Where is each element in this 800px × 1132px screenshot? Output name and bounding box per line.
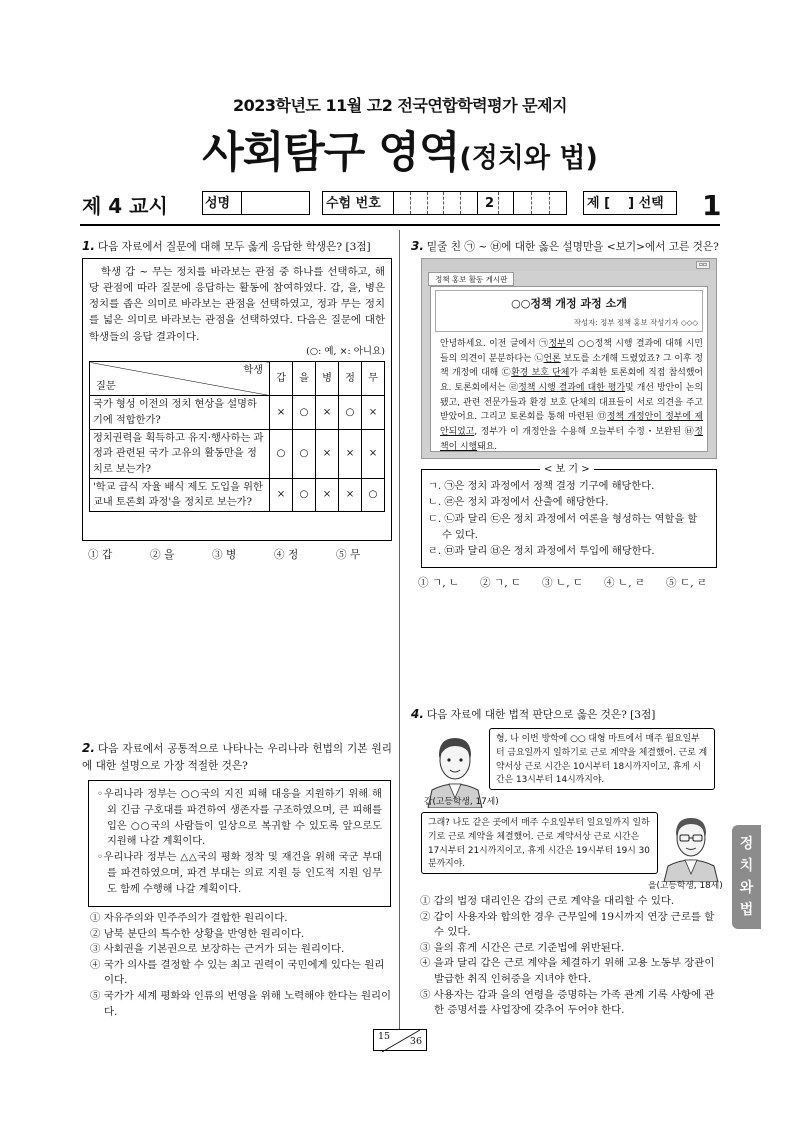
page-number: 1 bbox=[702, 189, 722, 222]
q1-student-0: 갑 bbox=[270, 362, 293, 396]
q2-data-box bbox=[88, 780, 391, 907]
q2-option-3[interactable]: ③ 사회권을 기본권으로 보장하는 근거가 되는 원리이다. bbox=[90, 943, 345, 956]
q2-bullet-1: ◦우리나라 정부는 ○○국의 지진 피해 대응을 지원하기 위해 해외 긴급 구호대를 파견하여 생존자를 구조하였으며, 큰 피해를 입은 ○○국의 사람들이 일상으로 복귀할 수 있도록 앞으로도 지원해 나갈 계획이다. bbox=[97, 789, 382, 848]
q4-option-1[interactable]: ① 갑의 법정 대리인은 갑의 근로 계약을 대리할 수 있다. bbox=[420, 895, 675, 907]
q3-options bbox=[418, 575, 707, 591]
post-text: 돼요. bbox=[477, 441, 498, 452]
column-divider bbox=[399, 230, 400, 1030]
q3-number: 3. bbox=[411, 239, 424, 253]
q4-option-4[interactable]: ④ 을과 달리 갑은 근로 계약을 체결하기 위해 고용 노동부 장관이 발급한 취직 인허증을 지녀야 한다. bbox=[420, 957, 715, 986]
q4-option-2[interactable]: ② 갑이 사용자와 합의한 경우 근무일에 19시까지 연장 근로를 할 수 있다. bbox=[420, 910, 715, 939]
q1-number: 1. bbox=[82, 239, 95, 253]
q2-option-5[interactable]: ⑤ 국가가 세계 평화와 인류의 번영을 위해 노력해야 한다는 원리이다. bbox=[90, 990, 392, 1018]
q2-options bbox=[90, 911, 392, 1020]
name-label: 성명 bbox=[205, 196, 231, 211]
page-count bbox=[373, 1029, 427, 1051]
post-text: 보도를 소개해 드렸었죠? 그 이후 정책 개정에 대해 ㉢ bbox=[440, 353, 703, 379]
table-row bbox=[90, 396, 385, 430]
q1-answer: × bbox=[339, 429, 362, 478]
q1-legend: (○: 예, ×: 아니요) bbox=[306, 345, 385, 357]
q3-option-4[interactable]: ④ ㄴ, ㄹ bbox=[604, 577, 646, 589]
q3-prompt bbox=[411, 237, 721, 256]
q1-table-corner bbox=[90, 362, 270, 396]
choice-field[interactable] bbox=[583, 191, 677, 215]
q3-post-body bbox=[440, 337, 703, 455]
post-underline: 정책 시행 결과에 대한 평가 bbox=[518, 383, 626, 394]
subject-side-tab-label: 정치와 법 bbox=[739, 836, 754, 918]
q3-post-panel bbox=[430, 286, 708, 452]
q3-bogi-item: ㄱ. ㉠은 정치 과정에서 정책 결정 기구에 해당한다. bbox=[428, 481, 655, 492]
q1-prompt bbox=[82, 237, 392, 256]
q2-bullet-2: ◦우리나라 정부는 △△국의 평화 정착 및 재건을 위해 국군 부대를 파견하였으며, 파견 부대는 의료 지원 등 인도적 지원 임무도 함께 수행해 나갈 계획이다. bbox=[97, 852, 382, 895]
q1-answer: × bbox=[270, 478, 293, 512]
subject-side-tab bbox=[732, 825, 761, 929]
q2-prompt bbox=[82, 739, 392, 774]
q1-table bbox=[89, 361, 385, 512]
q1-option-1[interactable]: ① 갑 bbox=[88, 549, 113, 561]
q1-row-2-question: '학교 급식 자율 배식 제도 도입을 위한 교내 토론회 과정'을 정치로 보는가? bbox=[90, 478, 270, 512]
subject-title bbox=[0, 120, 800, 187]
q3-bogi-title: < 보 기 > bbox=[540, 462, 594, 478]
q1-answer: × bbox=[316, 429, 339, 478]
q4-prompt bbox=[411, 705, 721, 724]
q4-option-5[interactable]: ⑤ 사용자는 갑과 을의 연령을 증명하는 가족 관계 기록 사항에 관한 증명서를 사업장에 갖추어 두어야 한다. bbox=[420, 988, 715, 1017]
q1-answer: ○ bbox=[293, 396, 316, 430]
q3-post-title: ○○정책 개정 과정 소개 bbox=[511, 297, 627, 310]
q1-answer: × bbox=[339, 478, 362, 512]
page-current: 15 bbox=[378, 1031, 391, 1042]
q1-prompt-text: 다음 자료에서 질문에 대해 모두 옳게 응답한 학생은? [3점] bbox=[97, 241, 371, 253]
q3-post-writer: 작성자: 정부 정책 홍보 작성기자 ◇◇◇ bbox=[573, 318, 698, 327]
q4-number: 4. bbox=[411, 707, 424, 721]
post-underline: 환경 보호 단체 bbox=[511, 368, 570, 379]
q3-option-2[interactable]: ② ㄱ, ㄷ bbox=[480, 577, 522, 589]
post-underline: 정책이 시행 bbox=[440, 427, 703, 452]
q1-answer: × bbox=[316, 396, 339, 430]
q3-bogi-item: ㄹ. ㉤과 달리 ㉥은 정치 과정에서 투입에 해당한다. bbox=[428, 546, 655, 558]
post-text: 의 ○○정책 시행 결과에 대해 시민들의 의견이 분분하다는 ㉡ bbox=[440, 339, 703, 364]
q2-prompt-text: 다음 자료에서 공통적으로 나타나는 우리나라 헌법의 기본 원리에 대한 설명으로 가장 적절한 것은? bbox=[82, 743, 392, 772]
q4-prompt-text: 다음 자료에 대한 법적 판단으로 옳은 것은? [3점] bbox=[426, 709, 656, 721]
q1-answer: ○ bbox=[362, 478, 385, 512]
q2-option-1[interactable]: ① 자유주의와 민주주의가 결합한 원리이다. bbox=[90, 912, 288, 924]
q1-options bbox=[88, 547, 360, 563]
q1-answer: × bbox=[316, 478, 339, 512]
q1-option-5[interactable]: ⑤ 무 bbox=[336, 549, 361, 561]
q3-option-5[interactable]: ⑤ ㄷ, ㄹ bbox=[666, 577, 708, 589]
q2-option-4[interactable]: ④ 국가 의사를 결정할 수 있는 최고 권력이 국민에게 있다는 원리이다. bbox=[90, 958, 385, 987]
choice-label: 제 [ ] 선택 bbox=[587, 196, 664, 211]
q3-board-window bbox=[421, 258, 717, 459]
q1-passage: 학생 갑 ~ 무는 정치를 바라보는 관점 중 하나를 선택하고, 해당 관점에 따라 질문에 응답하는 활동에 참여하였다. 갑, 을, 병은 정치를 좁은 의미로 바라보는 관점을 선택하였고, 정과 무는 정치를 넓은 의미로 바라보는 관점을 선택하였다. 다음은 질문에 대한 학생들의 응답 결과이다. bbox=[89, 266, 385, 343]
page-total: 36 bbox=[409, 1036, 422, 1048]
q1-answer: × bbox=[362, 429, 385, 478]
q1-answer: ○ bbox=[270, 429, 293, 478]
q4-options bbox=[420, 894, 720, 1019]
q3-option-3[interactable]: ③ ㄴ, ㄷ bbox=[542, 577, 584, 589]
q1-header-question: 질문 bbox=[96, 380, 116, 392]
q1-option-3[interactable]: ③ 병 bbox=[212, 549, 237, 561]
q1-row-1-question: 정치권력을 획득하고 유지·행사하는 과정과 관련된 국가 고유의 활동만을 정치로 보는가? bbox=[90, 429, 270, 478]
post-text: , 정부가 이 개정안을 수용해 오늘부터 수정・보완된 ㉥ bbox=[474, 427, 695, 438]
q1-answer: × bbox=[362, 396, 385, 430]
q1-answer: ○ bbox=[293, 429, 316, 478]
exam-number-field[interactable] bbox=[322, 191, 567, 215]
post-text: 가 주최한 토론회에 직접 참석했어요. 토론회에서는 ㉣ bbox=[440, 368, 703, 394]
table-row bbox=[90, 478, 385, 512]
post-text: 안녕하세요. 이전 글에서 ㉠ bbox=[440, 339, 549, 349]
table-row bbox=[90, 429, 385, 478]
session-label: 제 4 교시 bbox=[82, 194, 168, 218]
q3-prompt-text: 밑줄 친 ㉠ ~ ㉥에 대한 옳은 설명만을 <보기>에서 고른 것은? bbox=[426, 241, 719, 253]
q1-data-box bbox=[82, 258, 392, 541]
q1-student-1: 을 bbox=[293, 362, 316, 396]
exam-number-label: 수험 번호 bbox=[326, 196, 381, 211]
exam-number-digit: 2 bbox=[485, 196, 495, 211]
q3-bogi-box bbox=[421, 464, 717, 568]
q1-answer: ○ bbox=[293, 478, 316, 512]
window-controls-icon: ▫▫ bbox=[696, 261, 710, 269]
exam-title: 2023학년도 11월 고2 전국연합학력평가 문제지 bbox=[232, 96, 567, 115]
q2-option-2[interactable]: ② 남북 분단의 특수한 상황을 반영한 원리이다. bbox=[90, 927, 305, 940]
q1-student-3: 정 bbox=[339, 362, 362, 396]
q1-student-4: 무 bbox=[362, 362, 385, 396]
student-b-illustration bbox=[660, 810, 722, 882]
q3-bogi-item: ㄴ. ㉣은 정치 과정에서 산출에 해당한다. bbox=[428, 497, 609, 509]
q1-answer: × bbox=[270, 396, 293, 430]
q3-board-tab: 정책 홍보 활동 게시판 bbox=[428, 272, 514, 286]
q3-bogi-item: ㄷ. ㉡과 달리 ㉢은 정치 과정에서 여론을 형성하는 역할을 할 수 있다. bbox=[428, 513, 698, 541]
q3-option-1[interactable]: ① ㄱ, ㄴ bbox=[418, 577, 460, 589]
header-divider bbox=[80, 224, 720, 226]
post-text: 및 개선 방안이 논의됐고, 관련 전문가들과 환경 보호 단체의 대표들이 서로 의견을 주고받았어요. 그리고 토론회를 통해 마련된 ㉤ bbox=[440, 383, 703, 423]
q4-caption-b: 을(고등학생, 18세) bbox=[648, 881, 723, 891]
q1-answer: ○ bbox=[339, 396, 362, 430]
q3-post-header bbox=[435, 290, 703, 332]
post-underline: 정책 개정안이 정부에 제안되었고 bbox=[440, 412, 703, 438]
q4-option-3[interactable]: ③ 을의 휴게 시간은 근로 기준법에 위반된다. bbox=[420, 941, 625, 954]
q1-row-0-question: 국가 형성 이전의 정치 현상을 설명하기에 적합한가? bbox=[90, 396, 270, 430]
q4-speech-b: 그래? 나도 같은 곳에서 매주 수요일부터 일요일까지 일하기로 근로 계약을 체결했어. 근로 계약서상 근로 시간은 17시부터 21시까지이고, 휴게 시간은 19시부터 19시 30분까지야. bbox=[421, 812, 658, 874]
q1-header-student: 학생 bbox=[243, 365, 263, 377]
name-field[interactable] bbox=[202, 191, 310, 215]
q2-number: 2. bbox=[82, 741, 95, 755]
subject-sub: (정치와 법) bbox=[459, 143, 598, 174]
q1-option-2[interactable]: ② 을 bbox=[150, 549, 175, 561]
q1-option-4[interactable]: ④ 정 bbox=[274, 549, 299, 561]
q4-speech-a: 형, 나 이번 방학에 ○○ 대형 마트에서 매주 월요일부터 금요일까지 일하기로 근로 계약을 체결했어. 근로 계약서상 근로 시간은 10시부터 18시까지이고, 휴게 시간은 13시부터 14시까지야. bbox=[489, 728, 715, 790]
post-underline: 정부 bbox=[548, 339, 566, 349]
q1-student-2: 병 bbox=[316, 362, 339, 396]
q4-caption-a: 갑(고등학생, 17세) bbox=[424, 797, 499, 807]
post-underline: 언론 bbox=[543, 353, 561, 364]
subject-main: 사회탐구 영역 bbox=[202, 128, 460, 178]
